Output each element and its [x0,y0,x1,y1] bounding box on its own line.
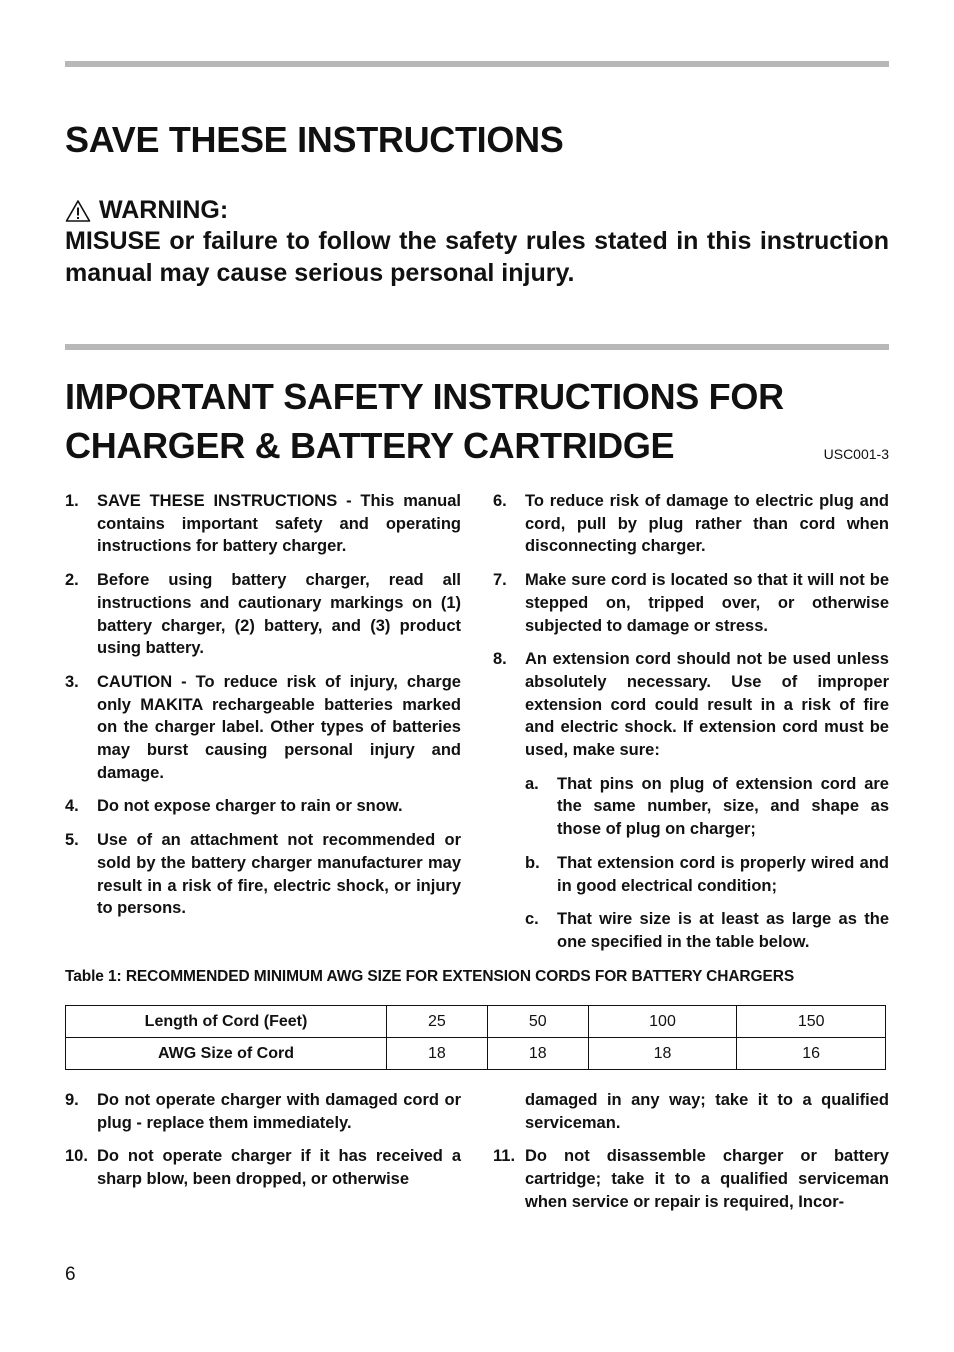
table-cell: 18 [387,1038,488,1070]
sub-item-text: That pins on plug of extension cord are the same number, size, and shape as those of plug on charger; [557,774,889,839]
warning-label: WARNING: [99,196,229,224]
list-item [65,1089,461,1134]
item-text: Use of an attachment not recommended or sold by the battery charger manufacturer may result in a risk of fire, electric shock, or injury to persons. [97,831,461,918]
top-divider [65,61,889,67]
awg-size-table [65,1005,886,1070]
warning-triangle-icon [65,199,91,223]
table-row [66,1006,886,1038]
sub-list-item [525,908,889,953]
list-item [65,795,461,818]
item-number: 11. [493,1147,516,1166]
item-number: 4. [65,797,79,816]
document-code: USC001-3 [823,446,889,462]
important-title-line2: CHARGER & BATTERY CARTRIDGE [65,425,675,466]
sub-item-letter: b. [525,853,540,872]
list-item [493,569,889,637]
item-number: 1. [65,492,79,510]
list-item [65,1145,461,1190]
table-cell: 100 [588,1006,737,1038]
item-number: 10. [65,1147,88,1166]
list-item [65,671,461,785]
warning-text: MISUSE or failure to follow the safety rules stated in this instruction manual may cause serious personal injury. [65,227,889,287]
table-row [66,1038,886,1070]
item-number: 3. [65,672,79,691]
list-item [493,648,889,762]
bottom-left-column [65,1089,461,1202]
item-text: To reduce risk of damage to electric plug and cord, pull by plug rather than cord when disconnecting charger. [525,492,889,556]
table-cell: 25 [387,1006,488,1038]
item-text: CAUTION - To reduce risk of injury, charge only MAKITA rechargeable batteries marked on the charger label. Other types of batteries may burst causing personal injury and damage. [97,672,461,782]
table-cell: 18 [487,1038,588,1070]
item-text: Do not expose charger to rain or snow. [97,797,403,816]
sub-item-text: That extension cord is properly wired and in good electrical condition; [557,853,889,895]
continued-text: damaged in any way; take it to a qualified serviceman. [525,1091,889,1132]
item-text: Do not operate charger if it has received a sharp blow, been dropped, or otherwise [97,1147,461,1189]
sub-list-item [525,773,889,841]
list-item [493,1145,889,1213]
list-item [65,829,461,920]
table-caption: Table 1: RECOMMENDED MINIMUM AWG SIZE FOR EXTENSION CORDS FOR BATTERY CHARGERS [65,968,795,985]
item-text: Before using battery charger, read all instructions and cautionary markings on (1) battery charger, (2) battery, and (3) product using battery. [97,571,461,658]
item-number: 2. [65,571,79,590]
save-instructions-title: SAVE THESE INSTRUCTIONS [65,119,564,160]
list-item [65,569,461,660]
page-number: 6 [65,1264,76,1285]
table-cell: 18 [588,1038,737,1070]
bottom-right-column [493,1089,889,1225]
sub-item-letter: a. [525,774,539,793]
item-number: 8. [493,650,507,669]
item-number: 7. [493,571,507,590]
item-number: 6. [493,492,507,510]
sub-list-item [525,852,889,897]
item-text: Make sure cord is located so that it will not be stepped on, tripped over, or otherwise subjected to damage or stress. [525,571,889,635]
item-text: SAVE THESE INSTRUCTIONS - This manual contains important safety and operating instructions for battery charger. [97,492,461,556]
important-title-line1: IMPORTANT SAFETY INSTRUCTIONS FOR [65,376,784,417]
table-cell: 150 [737,1006,886,1038]
instructions-left-column [65,490,461,931]
warning-heading [65,196,228,225]
sub-item-letter: c. [525,910,539,929]
table-cell: 50 [487,1006,588,1038]
sub-item-text: That wire size is at least as large as the one specified in the table below. [557,910,889,951]
instructions-right-column [493,490,889,965]
item-text: Do not disassemble charger or battery cartridge; take it to a qualified serviceman when service or repair is required, Incor- [525,1147,889,1211]
table-cell: 16 [737,1038,886,1070]
item-text: Do not operate charger with damaged cord or plug - replace them immediately. [97,1091,461,1132]
row-header: Length of Cord (Feet) [66,1006,387,1038]
section-divider [65,344,889,350]
item-number: 5. [65,831,79,850]
item-text: An extension cord should not be used unless absolutely necessary. Use of improper extension cord could result in a risk of fire and electric shock. If extension cord must be used, make sure: [525,650,889,760]
item-number: 9. [65,1091,79,1109]
list-item [65,490,461,558]
row-header: AWG Size of Cord [66,1038,387,1070]
list-item [493,490,889,558]
